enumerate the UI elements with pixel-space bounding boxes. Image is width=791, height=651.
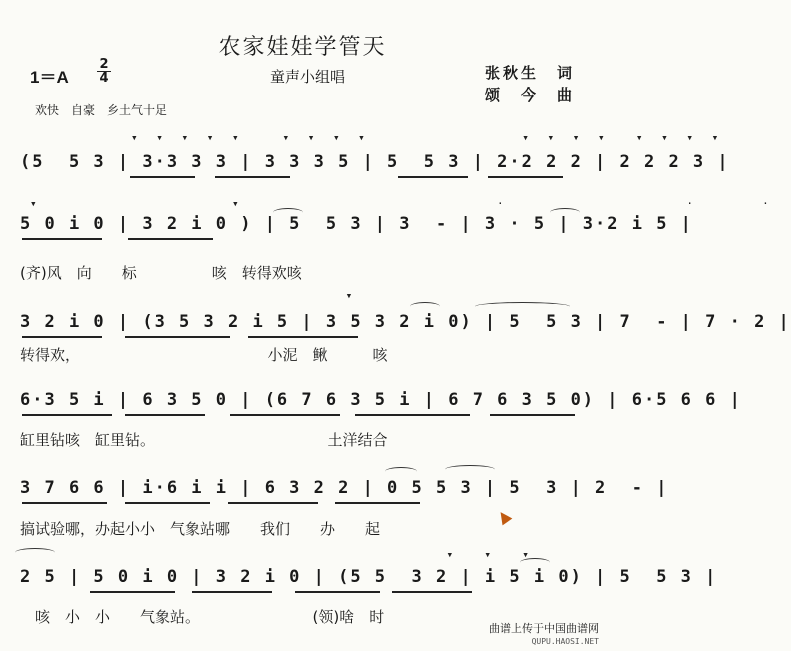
watermark-site: QUPU.HAOSI.NET bbox=[531, 637, 599, 646]
tie-arc bbox=[520, 558, 550, 567]
beam bbox=[22, 502, 107, 504]
time-signature-bottom: 4 bbox=[97, 71, 111, 85]
beam bbox=[22, 336, 102, 338]
beam bbox=[335, 502, 420, 504]
octave-dots: ▾ bbox=[30, 289, 359, 302]
composer-credit: 颂 今 曲 bbox=[485, 86, 576, 104]
slur-arc bbox=[475, 302, 570, 311]
lyric-line-3: 转得欢， 小泥 鳅 咳 bbox=[20, 346, 388, 364]
key-signature: 1＝A bbox=[30, 68, 69, 87]
tie-arc bbox=[15, 548, 55, 557]
beam bbox=[128, 238, 213, 240]
notation-line-6: 2 5 | 5 0 i 0 | 3 2 i 0 | (5 5 3 2 | i 5 i 0) | 5 5 3 | bbox=[20, 567, 718, 587]
expression-marking: 欢快 自豪 乡土气十足 bbox=[35, 103, 168, 117]
watermark-text: 曲谱上传于中国曲谱网 bbox=[489, 622, 599, 635]
beam bbox=[228, 502, 318, 504]
lyric-line-2: (齐)风 向 标 咳 转得欢咳 bbox=[20, 264, 302, 282]
beam bbox=[90, 591, 175, 593]
tie-arc bbox=[550, 208, 580, 217]
notation-line-4: 6·3 5 i | 6 3 5 0 | (6 7 6 3 5 i | 6 7 6 3 5 0) | 6·5 6 6 | bbox=[20, 390, 742, 410]
notation-line-1: (5 5 3 | 3·3 3 3 | 3 3 3 5 | 5 5 3 | 2·2 2 2 | 2 2 2 3 | bbox=[20, 152, 730, 172]
octave-dots: ▾ ▾ ▾ bbox=[30, 548, 535, 561]
notation-line-5: 3 7 6 6 | i·6 i i | 6 3 2 2 | 0 5 5 3 | 5 3 | 2 - | bbox=[20, 478, 669, 498]
time-signature bbox=[97, 58, 111, 85]
lyricist-credit: 张秋生 词 bbox=[485, 64, 576, 82]
time-signature-top: 2 bbox=[99, 57, 109, 72]
tie-arc bbox=[385, 467, 417, 476]
slur-arc bbox=[445, 465, 495, 474]
octave-dots: ▾ ▾ · · · bbox=[30, 197, 775, 210]
beam bbox=[248, 336, 358, 338]
beam bbox=[295, 591, 380, 593]
notation-line-2: 5 0 i 0 | 3 2 i 0 ) | 5 5 3 | 3 - | 3 · 5 | 3·2 i 5 | bbox=[20, 214, 693, 234]
tie-arc bbox=[273, 208, 303, 217]
lyric-line-6: 咳 小 小 气象站。 (领)啥 时 bbox=[20, 608, 385, 626]
beam bbox=[130, 176, 195, 178]
beam bbox=[22, 414, 112, 416]
beam bbox=[22, 238, 102, 240]
beam bbox=[215, 176, 290, 178]
site-watermark bbox=[489, 622, 599, 648]
song-title: 农家娃娃学管天 bbox=[218, 35, 387, 60]
lyric-line-5: 搞试验哪，办起小小 气象站哪 我们 办 起 bbox=[20, 520, 381, 538]
beam bbox=[398, 176, 468, 178]
beam bbox=[125, 502, 210, 504]
lyric-line-4: 缸里钻咳 缸里钻。 土洋结合 bbox=[20, 431, 388, 449]
beam bbox=[230, 414, 340, 416]
beam bbox=[488, 176, 563, 178]
performance-type: 童声小组唱 bbox=[269, 68, 345, 86]
beam bbox=[392, 591, 472, 593]
beam bbox=[125, 414, 205, 416]
tie-arc bbox=[410, 302, 440, 311]
beam bbox=[490, 414, 575, 416]
beam bbox=[355, 414, 470, 416]
octave-dots: ▾ ▾ ▾ ▾ ▾ ▾ ▾ ▾ ▾ ▾ ▾ ▾ ▾ ▾ ▾ ▾ ▾ bbox=[30, 131, 725, 144]
beam bbox=[125, 336, 230, 338]
notation-line-3: 3 2 i 0 | (3 5 3 2 i 5 | 3 5 3 2 i 0) | 5 5 3 | 7 - | 7 · 2 | bbox=[20, 312, 791, 332]
beam bbox=[192, 591, 272, 593]
